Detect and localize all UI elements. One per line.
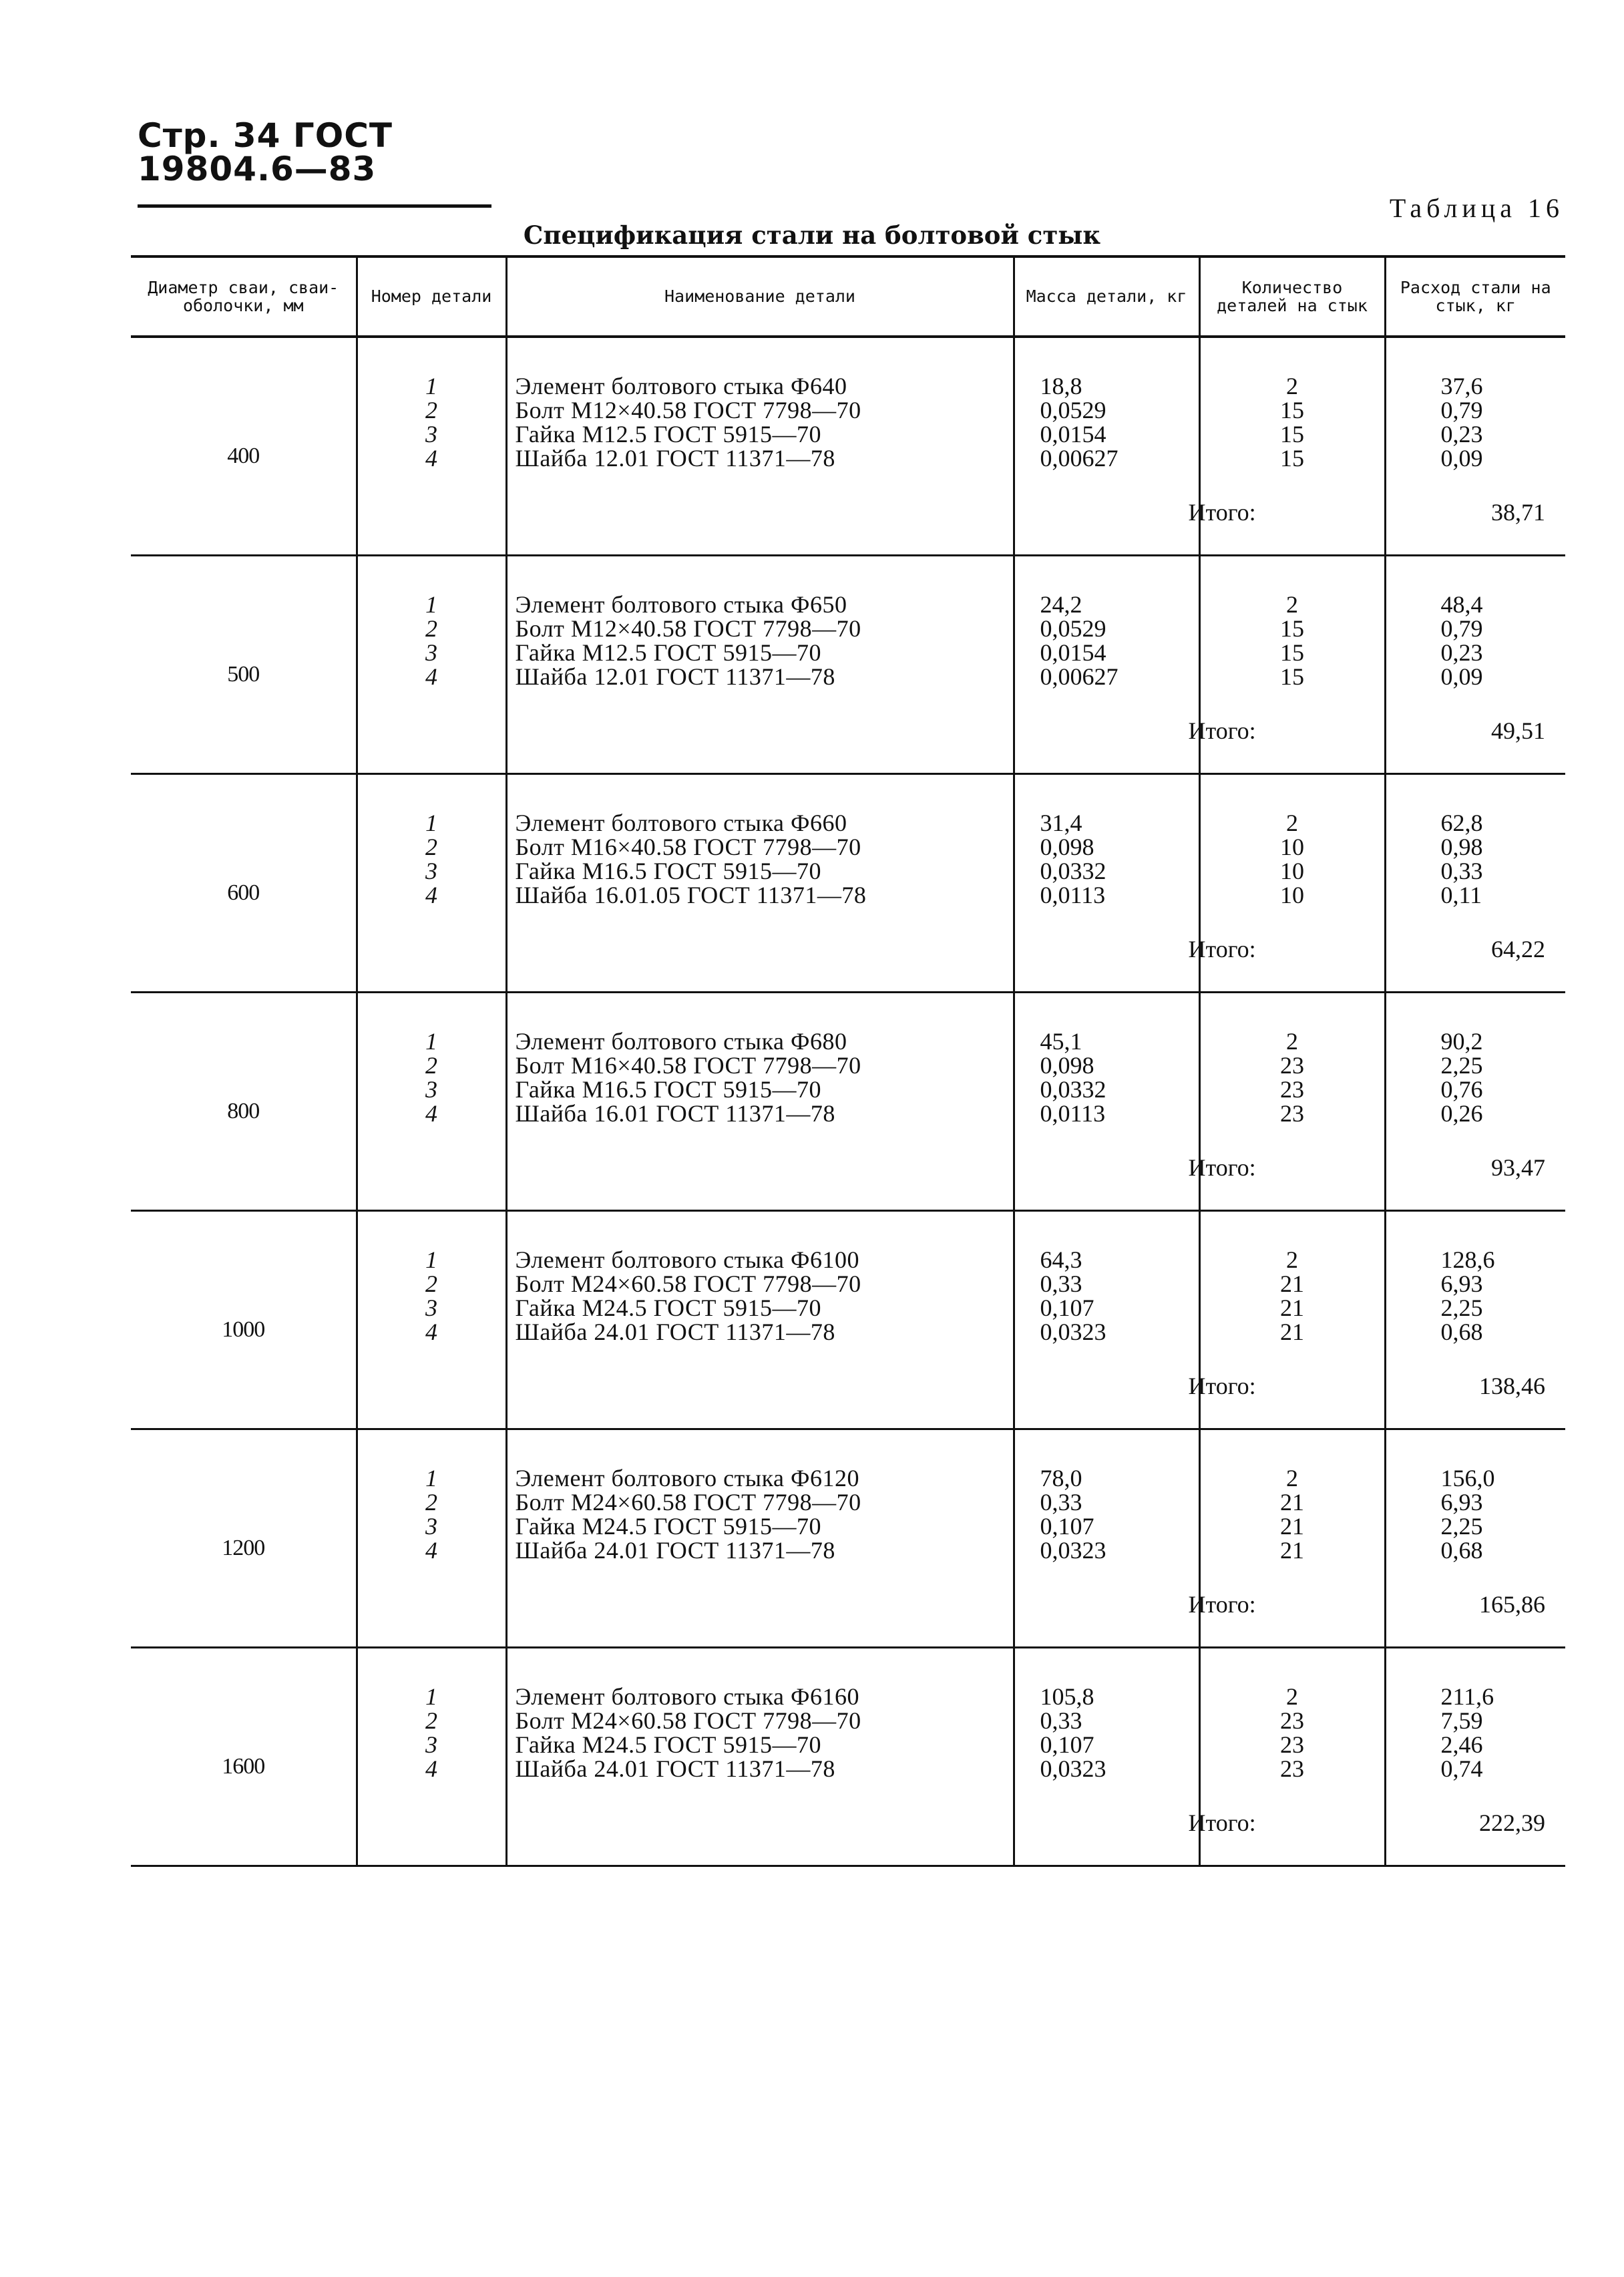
part-quantity: 15 [1280, 639, 1304, 666]
quantity-cell [1188, 1648, 1385, 1866]
table-body [131, 337, 1565, 1866]
part-mass: 0,33 [1040, 1270, 1082, 1297]
col-header-part-number: Номер детали [357, 256, 506, 337]
part-mass: 0,0332 [1040, 1076, 1106, 1103]
steel-consumption: 2,25 [1440, 1052, 1483, 1079]
part-name: Шайба 24.01 ГОСТ 11371—78 [515, 1537, 835, 1564]
col-header-steel-consumption: Расход стали на стык, кг [1385, 256, 1565, 337]
part-quantity: 15 [1280, 397, 1304, 423]
total-value: 38,71 [1491, 499, 1545, 526]
total-label: Итого: [1188, 717, 1256, 744]
steel-consumption: 211,6 [1440, 1683, 1494, 1710]
steel-consumption: 0,09 [1440, 445, 1483, 472]
part-number-cell [357, 1429, 506, 1648]
diameter-value: 1600 [222, 1754, 265, 1779]
part-name: Болт М16×40.58 ГОСТ 7798—70 [515, 1052, 861, 1079]
steel-consumption: 0,68 [1440, 1319, 1483, 1345]
part-quantity: 2 [1286, 1683, 1298, 1710]
part-number: 4 [425, 445, 437, 472]
part-mass: 0,00627 [1040, 663, 1119, 690]
steel-consumption: 6,93 [1440, 1270, 1483, 1297]
steel-consumption: 2,25 [1440, 1294, 1483, 1321]
part-number-cell [357, 1648, 506, 1866]
part-number: 3 [425, 1731, 437, 1758]
steel-consumption-cell [1385, 1211, 1565, 1429]
part-quantity: 2 [1286, 591, 1298, 618]
total-value: 138,46 [1479, 1373, 1545, 1399]
table-row [131, 556, 1565, 774]
part-quantity: 21 [1280, 1489, 1304, 1516]
diameter-cell [131, 1429, 357, 1648]
part-number: 4 [425, 1319, 437, 1345]
total-value: 49,51 [1491, 717, 1545, 744]
part-name: Болт М12×40.58 ГОСТ 7798—70 [515, 397, 861, 423]
part-quantity: 23 [1280, 1100, 1304, 1127]
part-mass-cell [1014, 774, 1199, 993]
part-mass: 0,33 [1040, 1489, 1082, 1516]
diameter-value: 1200 [222, 1536, 265, 1560]
part-number-cell [357, 1211, 506, 1429]
part-quantity: 23 [1280, 1755, 1304, 1782]
part-number: 1 [425, 810, 437, 836]
steel-consumption-cell [1385, 556, 1565, 774]
part-name: Гайка М24.5 ГОСТ 5915—70 [515, 1294, 821, 1321]
part-mass: 64,3 [1040, 1246, 1082, 1273]
part-mass-cell [1014, 993, 1199, 1211]
part-name: Гайка М24.5 ГОСТ 5915—70 [515, 1731, 821, 1758]
steel-consumption: 6,93 [1440, 1489, 1483, 1516]
part-quantity: 10 [1280, 858, 1304, 884]
steel-consumption: 0,23 [1440, 639, 1483, 666]
table-title: Спецификация стали на болтовой стык [523, 220, 1101, 250]
part-number: 2 [425, 1707, 437, 1734]
part-mass: 0,0323 [1040, 1537, 1106, 1564]
steel-consumption-cell [1385, 337, 1565, 556]
part-mass: 0,0332 [1040, 858, 1106, 884]
col-header-part-mass: Масса детали, кг [1014, 256, 1199, 337]
part-name: Шайба 16.01.05 ГОСТ 11371—78 [515, 882, 867, 908]
steel-consumption: 0,98 [1440, 834, 1483, 860]
part-mass: 18,8 [1040, 373, 1082, 399]
total-label: Итого: [1188, 1373, 1256, 1399]
part-mass: 0,00627 [1040, 445, 1119, 472]
part-number: 3 [425, 1076, 437, 1103]
part-name: Гайка М12.5 ГОСТ 5915—70 [515, 639, 821, 666]
part-quantity: 15 [1280, 445, 1304, 472]
part-name: Гайка М16.5 ГОСТ 5915—70 [515, 1076, 821, 1103]
total-label: Итого: [1188, 1809, 1256, 1836]
total-label: Итого: [1188, 936, 1256, 962]
part-name-cell [506, 1211, 1014, 1429]
steel-consumption-cell [1385, 1648, 1565, 1866]
table-row [131, 1429, 1565, 1648]
part-number: 4 [425, 1755, 437, 1782]
diameter-value: 1000 [222, 1317, 265, 1342]
part-name-cell [506, 1648, 1014, 1866]
steel-consumption: 90,2 [1440, 1028, 1483, 1055]
table-row [131, 774, 1565, 993]
part-number: 1 [425, 373, 437, 399]
part-mass: 0,0113 [1040, 1100, 1106, 1127]
part-quantity: 15 [1280, 421, 1304, 448]
diameter-cell [131, 1211, 357, 1429]
part-number-cell [357, 993, 506, 1211]
part-name-cell [506, 774, 1014, 993]
steel-consumption: 7,59 [1440, 1707, 1483, 1734]
part-number: 2 [425, 1489, 437, 1516]
part-quantity: 21 [1280, 1513, 1304, 1540]
part-quantity: 2 [1286, 1465, 1298, 1492]
part-name: Болт М24×60.58 ГОСТ 7798—70 [515, 1489, 861, 1516]
part-mass: 24,2 [1040, 591, 1082, 618]
part-mass: 0,098 [1040, 834, 1094, 860]
steel-consumption: 2,46 [1440, 1731, 1483, 1758]
part-number: 2 [425, 834, 437, 860]
quantity-cell [1188, 337, 1385, 556]
part-mass-cell [1014, 1211, 1199, 1429]
part-number: 3 [425, 1294, 437, 1321]
part-quantity: 23 [1280, 1707, 1304, 1734]
part-number: 2 [425, 397, 437, 423]
steel-consumption: 0,79 [1440, 615, 1483, 642]
part-quantity: 15 [1280, 615, 1304, 642]
table-header [131, 256, 1565, 337]
col-header-part-name: Наименование детали [506, 256, 1014, 337]
diameter-value: 600 [227, 880, 260, 905]
part-number: 3 [425, 421, 437, 448]
steel-consumption: 0,68 [1440, 1537, 1483, 1564]
part-mass: 78,0 [1040, 1465, 1082, 1492]
part-number: 1 [425, 1683, 437, 1710]
diameter-cell [131, 1648, 357, 1866]
part-mass: 0,0529 [1040, 615, 1106, 642]
total-value: 93,47 [1491, 1154, 1545, 1181]
part-number: 4 [425, 1537, 437, 1564]
total-label: Итого: [1188, 1154, 1256, 1181]
part-number: 1 [425, 1246, 437, 1273]
part-name-cell [506, 993, 1014, 1211]
part-name-cell [506, 337, 1014, 556]
part-name: Гайка М12.5 ГОСТ 5915—70 [515, 421, 821, 448]
part-name: Элемент болтового стыка Ф650 [515, 591, 847, 618]
steel-consumption: 2,25 [1440, 1513, 1483, 1540]
quantity-cell [1188, 556, 1385, 774]
total-value: 222,39 [1479, 1809, 1545, 1836]
part-mass: 0,098 [1040, 1052, 1094, 1079]
part-quantity: 23 [1280, 1731, 1304, 1758]
part-number-cell [357, 774, 506, 993]
part-number: 2 [425, 615, 437, 642]
part-number: 2 [425, 1270, 437, 1297]
steel-consumption: 0,33 [1440, 858, 1483, 884]
part-mass: 0,0323 [1040, 1755, 1106, 1782]
steel-consumption: 0,23 [1440, 421, 1483, 448]
part-name: Элемент болтового стыка Ф6100 [515, 1246, 859, 1273]
part-name: Гайка М24.5 ГОСТ 5915—70 [515, 1513, 821, 1540]
part-name: Шайба 24.01 ГОСТ 11371—78 [515, 1319, 835, 1345]
table-row [131, 1648, 1565, 1866]
part-name: Болт М24×60.58 ГОСТ 7798—70 [515, 1707, 861, 1734]
part-quantity: 23 [1280, 1052, 1304, 1079]
part-mass-cell [1014, 1429, 1199, 1648]
part-mass: 0,0113 [1040, 882, 1106, 908]
steel-consumption: 0,76 [1440, 1076, 1483, 1103]
part-quantity: 21 [1280, 1537, 1304, 1564]
diameter-cell [131, 337, 357, 556]
steel-consumption: 0,11 [1440, 882, 1482, 908]
steel-consumption: 0,79 [1440, 397, 1483, 423]
steel-consumption-cell [1385, 1429, 1565, 1648]
part-number: 3 [425, 858, 437, 884]
part-number: 4 [425, 882, 437, 908]
diameter-cell [131, 774, 357, 993]
part-mass: 31,4 [1040, 810, 1082, 836]
part-mass: 105,8 [1040, 1683, 1094, 1710]
part-mass-cell [1014, 556, 1199, 774]
quantity-cell [1188, 993, 1385, 1211]
part-mass: 0,107 [1040, 1294, 1094, 1321]
part-quantity: 2 [1286, 1246, 1298, 1273]
quantity-cell [1188, 1211, 1385, 1429]
part-name: Гайка М16.5 ГОСТ 5915—70 [515, 858, 821, 884]
steel-consumption-cell [1385, 774, 1565, 993]
part-name: Болт М12×40.58 ГОСТ 7798—70 [515, 615, 861, 642]
total-value: 165,86 [1479, 1591, 1545, 1618]
table-row [131, 337, 1565, 556]
page-header: Стр. 34 ГОСТ 19804.6—83 [138, 119, 491, 208]
part-mass: 0,33 [1040, 1707, 1082, 1734]
part-number: 1 [425, 1465, 437, 1492]
spec-table [131, 255, 1565, 1867]
part-number: 3 [425, 639, 437, 666]
part-mass: 0,0323 [1040, 1319, 1106, 1345]
quantity-cell [1188, 774, 1385, 993]
part-mass: 45,1 [1040, 1028, 1082, 1055]
part-name: Элемент болтового стыка Ф660 [515, 810, 847, 836]
part-quantity: 2 [1286, 373, 1298, 399]
steel-consumption-cell [1385, 993, 1565, 1211]
part-name: Болт М24×60.58 ГОСТ 7798—70 [515, 1270, 861, 1297]
part-quantity: 2 [1286, 1028, 1298, 1055]
total-label: Итого: [1188, 1591, 1256, 1618]
diameter-cell [131, 993, 357, 1211]
part-name: Шайба 12.01 ГОСТ 11371—78 [515, 445, 835, 472]
part-name-cell [506, 1429, 1014, 1648]
part-quantity: 23 [1280, 1076, 1304, 1103]
diameter-cell [131, 556, 357, 774]
steel-consumption: 62,8 [1440, 810, 1483, 836]
part-quantity: 10 [1280, 882, 1304, 908]
part-mass: 0,107 [1040, 1731, 1094, 1758]
part-name: Шайба 24.01 ГОСТ 11371—78 [515, 1755, 835, 1782]
part-name: Шайба 16.01 ГОСТ 11371—78 [515, 1100, 835, 1127]
steel-consumption: 156,0 [1440, 1465, 1495, 1492]
part-quantity: 2 [1286, 810, 1298, 836]
diameter-value: 500 [227, 662, 260, 687]
diameter-value: 800 [227, 1099, 260, 1123]
total-value: 64,22 [1491, 936, 1545, 962]
table-row [131, 993, 1565, 1211]
col-header-diameter: Диаметр сваи, сваи-оболочки, мм [131, 256, 357, 337]
part-quantity: 21 [1280, 1319, 1304, 1345]
steel-consumption: 0,26 [1440, 1100, 1483, 1127]
part-quantity: 21 [1280, 1294, 1304, 1321]
part-name: Элемент болтового стыка Ф680 [515, 1028, 847, 1055]
diameter-value: 400 [227, 444, 260, 468]
part-number: 4 [425, 663, 437, 690]
part-name-cell [506, 556, 1014, 774]
steel-consumption: 48,4 [1440, 591, 1483, 618]
steel-consumption: 0,74 [1440, 1755, 1483, 1782]
table-number: Таблица 16 [1389, 193, 1564, 223]
steel-consumption: 128,6 [1440, 1246, 1495, 1273]
part-mass: 0,0154 [1040, 421, 1106, 448]
part-mass: 0,0529 [1040, 397, 1106, 423]
col-header-quantity: Количество деталей на стык [1199, 256, 1385, 337]
part-number: 1 [425, 591, 437, 618]
part-name: Элемент болтового стыка Ф6160 [515, 1683, 859, 1710]
part-name: Элемент болтового стыка Ф6120 [515, 1465, 859, 1492]
total-label: Итого: [1188, 499, 1256, 526]
part-mass: 0,0154 [1040, 639, 1106, 666]
part-name: Шайба 12.01 ГОСТ 11371—78 [515, 663, 835, 690]
part-number: 3 [425, 1513, 437, 1540]
part-number: 2 [425, 1052, 437, 1079]
part-quantity: 15 [1280, 663, 1304, 690]
part-mass-cell [1014, 1648, 1199, 1866]
part-mass: 0,107 [1040, 1513, 1094, 1540]
part-number: 4 [425, 1100, 437, 1127]
steel-consumption: 0,09 [1440, 663, 1483, 690]
steel-consumption: 37,6 [1440, 373, 1483, 399]
part-number-cell [357, 337, 506, 556]
part-name: Элемент болтового стыка Ф640 [515, 373, 847, 399]
part-number-cell [357, 556, 506, 774]
table-row [131, 1211, 1565, 1429]
part-name: Болт М16×40.58 ГОСТ 7798—70 [515, 834, 861, 860]
part-quantity: 21 [1280, 1270, 1304, 1297]
part-number: 1 [425, 1028, 437, 1055]
part-quantity: 10 [1280, 834, 1304, 860]
quantity-cell [1188, 1429, 1385, 1648]
part-mass-cell [1014, 337, 1199, 556]
